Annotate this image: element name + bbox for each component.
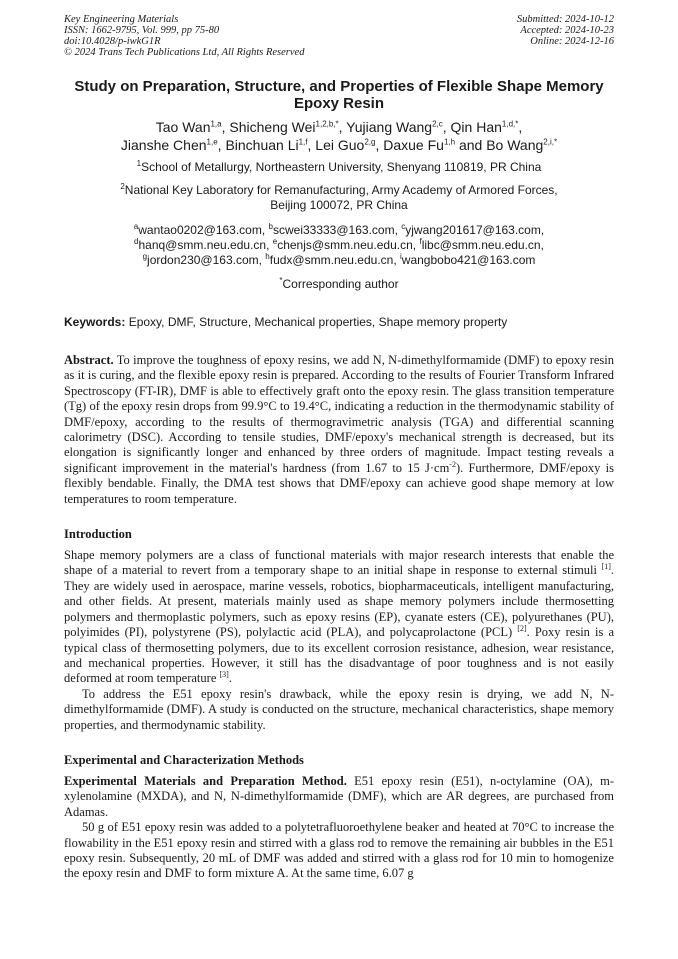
email-address[interactable]: fudx@smm.neu.edu.cn (269, 253, 394, 267)
email-address[interactable]: wantao0202@163.com (138, 223, 262, 237)
affiliation-number: 2 (120, 182, 125, 191)
author-sep: , (307, 137, 316, 153)
intro-paragraph-2: To address the E51 epoxy resin's drawback, while the epoxy resin is drying, we add N, N-dimethylformamide (DMF). A study is conducted on the structure, mechanical characteristics, shape memory properties, and thermodynamic stability. (64, 686, 614, 732)
abstract-text: To improve the toughness of epoxy resins, we add N, N-dimethylformamide (DMF) to epoxy resin as it is curing, and the flexible epoxy resin is prepared. According to the results of Fourier Transform Infrared Spectroscopy (FT-IR), DMF is able to effectively graft onto the epoxy resin. The glass transition temperature (Tg) of the epoxy resin drops from 99.9°C to 19.4°C, indicating a reduction in the thermodynamic stability of DMF/epoxy, according to the results of thermogravimetric analysis (TGA) and differential scanning calorimetry (DSC). According to tensile studies, DMF/epoxy's mechanical strength is decreased, but its elongation is significantly longer and enhanced by three orders of magnitude. Impact testing reveals a significant improvement in the material's hardness (from 1.67 to 15 J·cm (64, 353, 614, 475)
email-sup: e (272, 237, 278, 246)
author-name: Jianshe Chen (120, 137, 207, 153)
methods-heading: Experimental and Characterization Methods (64, 752, 304, 767)
affiliation-line (64, 183, 614, 198)
email-line-2 (64, 238, 614, 253)
author-name: Yujiang Wang (346, 119, 433, 135)
email-address[interactable]: chenjs@smm.neu.edu.cn (277, 238, 413, 252)
keywords (64, 315, 614, 330)
methods-paragraph-1 (64, 774, 614, 820)
author-affil-sup: 2,i,* (543, 137, 558, 147)
author-affil-sup: 2,g (364, 137, 376, 147)
keywords-label: Keywords: (64, 315, 126, 329)
author-sep: , (221, 119, 230, 135)
author-affil-sup: 1,2,b,* (315, 119, 339, 129)
citation-ref[interactable]: [1] (601, 562, 611, 572)
affiliation-1 (64, 160, 614, 175)
author-name: Shicheng Wei (229, 119, 316, 135)
author-name: Qin Han (450, 119, 502, 135)
author-sep: , (375, 137, 384, 153)
email-sup: h (265, 252, 270, 261)
email-address[interactable]: jordon230@163.com (147, 253, 259, 267)
email-address[interactable]: wangbobo421@163.com (401, 253, 536, 267)
corresponding-text: Corresponding author (282, 277, 399, 291)
abstract-text-cont: ). Furthermore, DMF/epoxy is flexibly bendable. Finally, the DMA test shows that DMF/epoxy can achieve good shape memory at low temperatures to room temperature. (64, 460, 614, 506)
abstract-unit-sup: -2 (449, 459, 456, 469)
affiliation-text: School of Metallurgy, Northeastern University, Shenyang 110819, PR China (141, 160, 542, 174)
submitted-date: Submitted: 2024-10-12 (516, 14, 614, 25)
author-name: Bo Wang (486, 137, 544, 153)
email-sep: , (266, 238, 273, 252)
accepted-date: Accepted: 2024-10-23 (520, 25, 614, 36)
journal-doi[interactable]: doi:10.4028/p-iwkG1R (64, 36, 161, 47)
online-date: Online: 2024-12-16 (530, 36, 614, 47)
affiliation-number: 1 (136, 159, 142, 168)
intro-text: . Poxy resin is a typical class of thermosetting polymers, due to its excellent corrosion resistance, adhesion, wear resistance, and mechanical properties. However, it still has the disadvantage of poor toughness and is not easily deformed at room temperature (64, 625, 614, 686)
affiliation-text: National Key Laboratory for Remanufacturing, Army Academy of Armored Forces, (124, 183, 558, 197)
author-sep: , (442, 119, 451, 135)
corresponding-author-note (64, 277, 614, 292)
author-affil-sup: 1,a (210, 119, 222, 129)
author-affil-sup: 1,h (443, 137, 456, 147)
author-affil-sup: 2,c (432, 119, 443, 129)
paper-title: Study on Preparation, Structure, and Properties of Flexible Shape Memory Epoxy Resin (74, 78, 604, 112)
email-sep: , (261, 223, 269, 237)
abstract-label: Abstract. (64, 353, 114, 367)
email-sep: , (412, 238, 420, 252)
author-affil-sup: 1,e (206, 137, 218, 147)
author-line-2 (64, 136, 614, 154)
methods-sublabel: Experimental Materials and Preparation Method. (64, 773, 347, 788)
author-name: Binchuan Li (225, 137, 299, 153)
email-sup: i (400, 252, 402, 261)
keywords-text: Epoxy, DMF, Structure, Mechanical properties, Shape memory property (128, 315, 508, 329)
email-sup: b (268, 222, 273, 231)
abstract-paragraph (64, 353, 614, 507)
author-name: Lei Guo (315, 137, 365, 153)
author-sep: , (518, 119, 523, 135)
author-line-1 (64, 118, 614, 136)
email-sup: g (142, 252, 148, 261)
email-sep: , (393, 253, 400, 267)
corresponding-star: * (279, 276, 283, 285)
journal-issn: ISSN: 1662-9795, Vol. 999, pp 75-80 (64, 25, 220, 36)
journal-info (64, 14, 304, 58)
citation-ref[interactable]: [3] (219, 670, 229, 680)
author-sep: , (217, 137, 226, 153)
email-list (64, 223, 614, 268)
email-address[interactable]: yjwang201617@163.com (405, 223, 541, 237)
email-address[interactable]: scwei33333@163.com (272, 223, 395, 237)
affiliation-2 (64, 183, 614, 213)
email-sep: , (394, 223, 402, 237)
author-sep: and (455, 137, 487, 153)
email-address[interactable]: libc@smm.neu.edu.cn (421, 238, 541, 252)
introduction-heading: Introduction (64, 527, 132, 542)
email-address[interactable]: hanq@smm.neu.edu.cn (138, 238, 267, 252)
intro-text: . (228, 671, 232, 686)
email-sep: , (540, 238, 544, 252)
author-affil-sup: 1,d,* (501, 119, 519, 129)
email-sep: , (258, 253, 266, 267)
author-affil-sup: 1,f (298, 137, 308, 147)
email-sup: a (133, 222, 139, 231)
email-line-1 (64, 223, 614, 238)
journal-header (64, 14, 614, 58)
publication-dates (517, 14, 614, 58)
email-sup: d (134, 237, 139, 246)
methods-text: E51 epoxy resin (E51), n-octylamine (OA), m-xylenolamine (MXDA), and N, N-dimethylformamide (DMF), which are AR degrees, are purchased from Adamas. (64, 773, 615, 819)
email-sup: c (401, 222, 406, 231)
intro-paragraph-1 (64, 548, 614, 687)
methods-paragraph-2: 50 g of E51 epoxy resin was added to a polytetrafluoroethylene beaker and heated at 70°C to increase the flowability in the E51 epoxy resin and stirred with a glass rod to remove the remaining air bubbles in the E51 epoxy resin. Subsequently, 20 mL of DMF was added and stirred with a glass rod for 10 min to homogenize the epoxy resin and DMF to form mixture A. At the same time, 6.07 g (64, 820, 614, 881)
email-sep: , (540, 223, 545, 237)
intro-text: . They are widely used in aerospace, marine vessels, robotics, biopharmaceuticals, intelligent manufacturing, and other fields. At present, materials mainly used as shape memory polymers include thermosetting polymers and thermoplastic polymers, such as epoxy resins (EP), cyanate esters (CE), polyurethanes (PU), polyimides (PI), polystyrene (PS), polylactic acid (PLA), and polycaprolactone (PCL) (64, 563, 614, 640)
author-sep: , (338, 119, 347, 135)
intro-text: Shape memory polymers are a class of functional materials with major research interests that enable the shape of a material to revert from a temporary shape to an initial shape in response to external stimuli (64, 548, 614, 578)
journal-name: Key Engineering Materials (64, 14, 179, 25)
journal-copyright: © 2024 Trans Tech Publications Ltd, All Rights Reserved (64, 47, 305, 58)
email-line-3 (64, 253, 614, 268)
author-name: Daxue Fu (383, 137, 444, 153)
citation-ref[interactable]: [2] (517, 623, 527, 633)
affiliation-line: Beijing 100072, PR China (270, 198, 408, 212)
author-name: Tao Wan (155, 119, 211, 135)
email-sup: f (419, 237, 422, 246)
author-list (64, 118, 614, 154)
